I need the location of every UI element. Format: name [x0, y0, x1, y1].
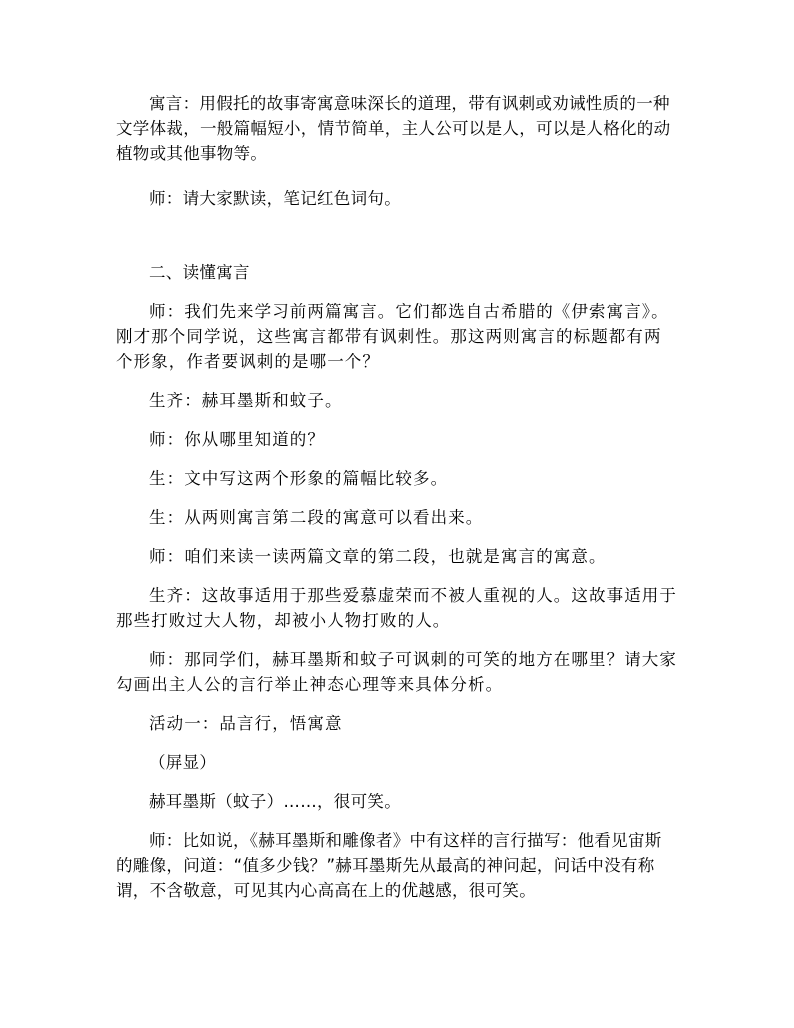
paragraph-student-answer-2: 生：从两则寓言第二段的寓意可以看出来。 [149, 508, 484, 527]
paragraph-teacher-read: 师：咱们来读一读两篇文章的第二段，也就是寓言的寓意。 [149, 547, 607, 566]
document-page [116, 91, 678, 903]
activity-heading: 活动一：品言行，悟寓意 [149, 714, 343, 733]
paragraph-silent-reading: 师：请大家默读，笔记红色词句。 [149, 189, 401, 208]
section-heading: 二、读懂寓言 [149, 263, 250, 282]
paragraph-teacher-analysis: 师：那同学们，赫耳墨斯和蚊子可讽刺的可笑的地方在哪里？请大家勾画出主人公的言行举止神态心理等来具体分析。 [116, 650, 677, 694]
paragraph-student-answer-1: 生：文中写这两个形象的篇幅比较多。 [149, 469, 449, 488]
paragraph-fable-definition: 寓言：用假托的故事寄寓意味深长的道理，带有讽刺或劝诫性质的一种文学体裁，一般篇幅短小，情节简单，主人公可以是人，可以是人格化的动植物或其他事物等。 [116, 94, 671, 163]
paragraph-teacher-intro: 师：我们先来学习前两篇寓言。它们都选自古希腊的《伊索寓言》。刚才那个同学说，这些寓言都带有讽刺性。那这两则寓言的标题都有两个形象，作者要讽刺的是哪一个？ [116, 302, 669, 371]
paragraph-students-moral: 生齐：这故事适用于那些爱慕虚荣而不被人重视的人。这故事适用于那些打败过大人物，却被小人物打败的人。 [116, 586, 677, 630]
paragraph-teacher-question: 师：你从哪里知道的？ [149, 430, 325, 449]
paragraph-students-answer: 生齐：赫耳墨斯和蚊子。 [149, 391, 343, 410]
paragraph-screen-display: （屏显） [149, 753, 217, 772]
paragraph-template-sentence: 赫耳墨斯（蚊子）……，很可笑。 [149, 792, 401, 811]
paragraph-teacher-example: 师：比如说，《赫耳墨斯和雕像者》中有这样的言行描写：他看见宙斯的雕像，问道：“值多少钱？”赫耳墨斯先从最高的神问起，问话中没有称谓，不含敬意，可见其内心高高在上的优越感，很可笑。 [116, 831, 662, 900]
